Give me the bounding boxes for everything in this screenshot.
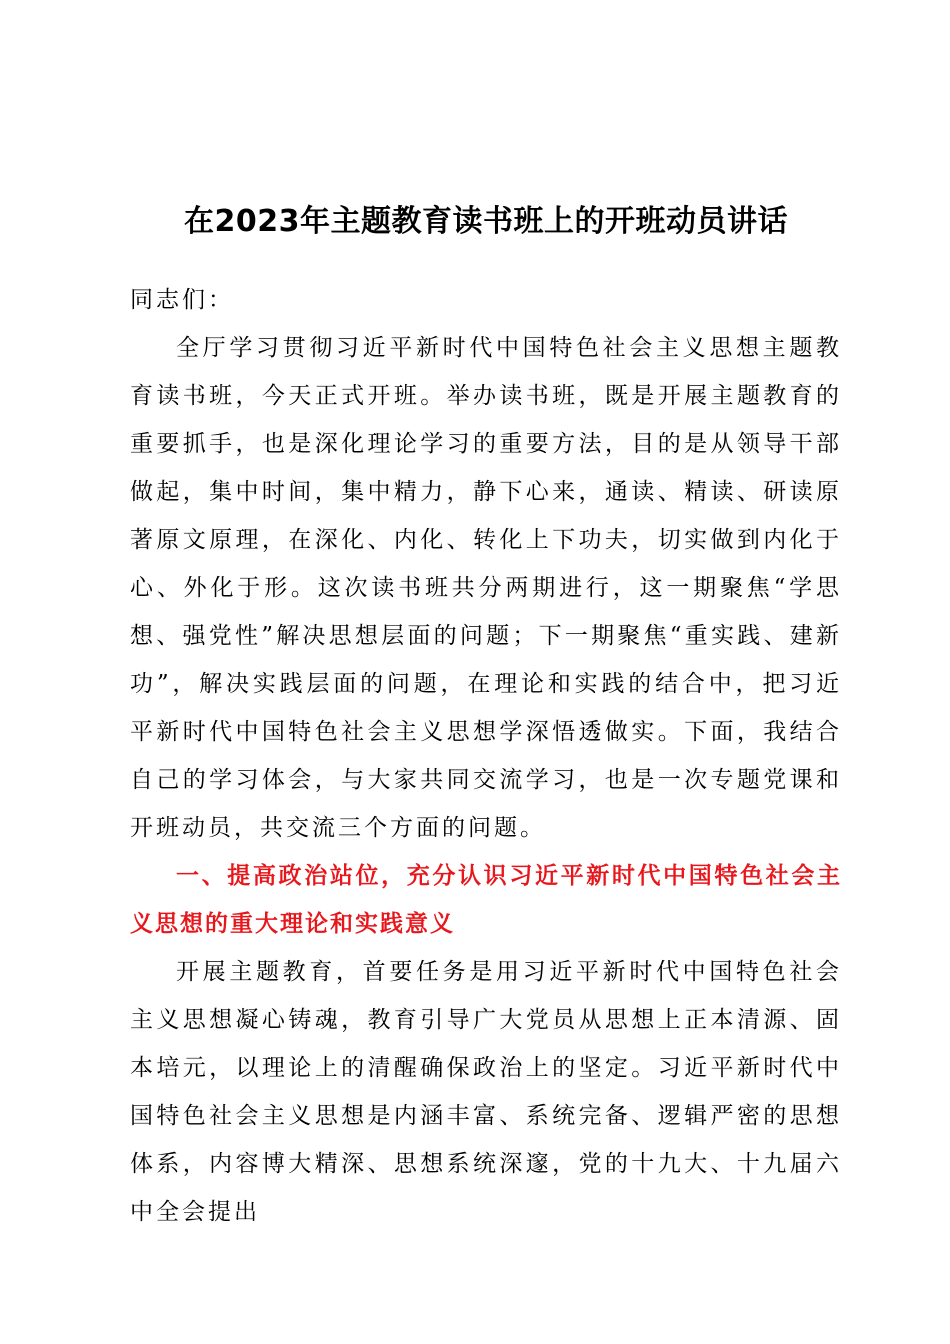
intro-paragraph: 全厅学习贯彻习近平新时代中国特色社会主义思想主题教育读书班，今天正式开班。举办读书班，既是开展主题教育的重要抓手，也是深化理论学习的重要方法，目的是从领导干部做起，集中时间，集中精力，静下心来，通读、精读、研读原著原文原理，在深化、内化、转化上下功夫，切实做到内化于心、外化于形。这次读书班共分两期进行，这一期聚焦“学思想、强党性”解决思想层面的问题；下一期聚焦“重实践、建新功”，解决实践层面的问题，在理论和实践的结合中，把习近平新时代中国特色社会主义思想学深悟透做实。下面，我结合自己的学习体会，与大家共同交流学习，也是一次专题党课和开班动员，共交流三个方面的问题。 [130, 335, 842, 841]
section-1-heading: 一、提高政治站位，充分认识习近平新时代中国特色社会主义思想的重大理论和实践意义 [130, 863, 842, 937]
document-page [130, 190, 842, 1236]
document-title: 在2023年主题教育读书班上的开班动员讲话 [184, 204, 788, 239]
salutation: 同志们： [130, 287, 234, 313]
section-1-paragraph: 开展主题教育，首要任务是用习近平新时代中国特色社会主义思想凝心铸魂，教育引导广大党员从思想上正本清源、固本培元，以理论上的清醒确保政治上的坚定。习近平新时代中国特色社会主义思想是内涵丰富、系统完备、逻辑严密的思想体系，内容博大精深、思想系统深邃，党的十九大、十九届六中全会提出 [130, 959, 842, 1225]
